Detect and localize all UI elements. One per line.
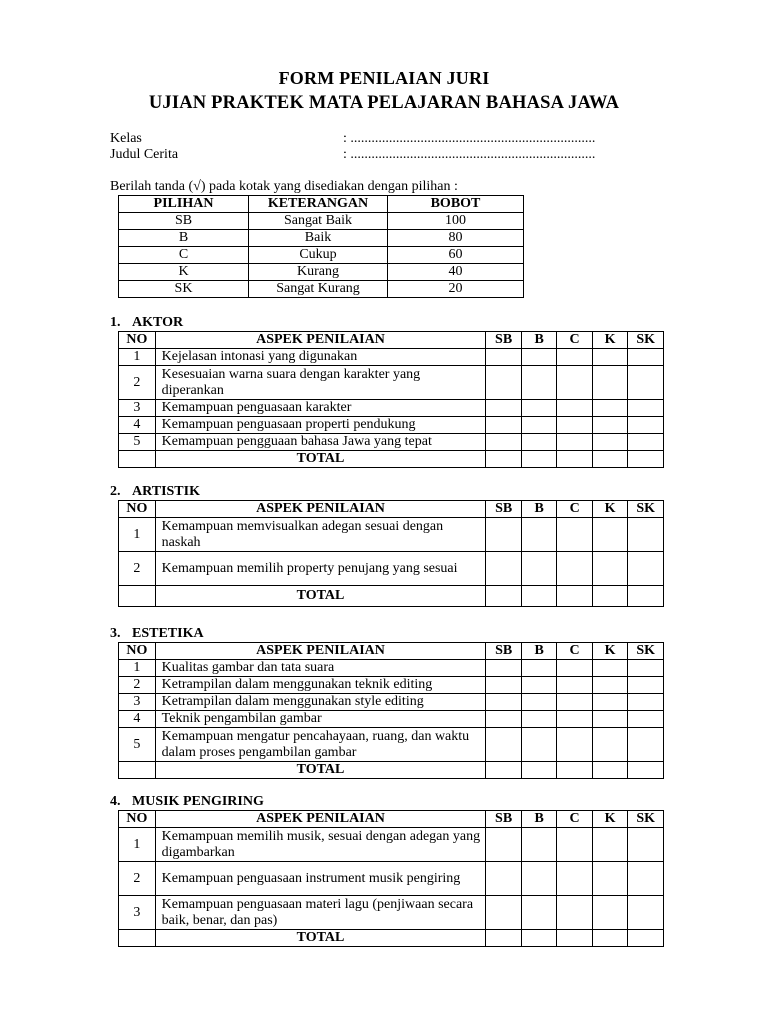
total-label: TOTAL: [155, 762, 486, 779]
score-cell-c[interactable]: [557, 417, 592, 434]
header-c: C: [557, 811, 592, 828]
score-cell-c[interactable]: [557, 434, 592, 451]
score-cell-k[interactable]: [592, 896, 627, 930]
aspect-text: Kemampuan penguasaan instrument musik pengiring: [155, 862, 486, 896]
score-cell-k[interactable]: [592, 828, 627, 862]
aspect-text: Kemampuan memilih musik, sesuai dengan adegan yang digambarkan: [155, 828, 486, 862]
table-row: [119, 400, 664, 417]
legend-row: [119, 281, 524, 298]
total-row: [119, 930, 664, 947]
total-label: TOTAL: [155, 451, 486, 468]
legend-description: Baik: [249, 230, 388, 247]
header-k: K: [592, 811, 627, 828]
total-cell-sb[interactable]: [486, 930, 522, 947]
table-row: [119, 417, 664, 434]
row-number: 2: [119, 552, 156, 586]
table-header-row: [119, 811, 664, 828]
legend-row: [119, 264, 524, 281]
total-cell-c[interactable]: [557, 451, 592, 468]
score-cell-b[interactable]: [521, 677, 556, 694]
table-row: [119, 552, 664, 586]
score-cell-b[interactable]: [521, 728, 556, 762]
score-cell-k[interactable]: [592, 711, 627, 728]
assessment-table-artistik: [118, 500, 664, 607]
total-row: [119, 762, 664, 779]
total-cell-k[interactable]: [592, 930, 627, 947]
assessment-table-estetika: [118, 642, 664, 779]
legend-weight: 40: [388, 264, 524, 281]
score-cell-b[interactable]: [521, 518, 556, 552]
class-field[interactable]: [110, 131, 595, 147]
score-cell-k[interactable]: [592, 349, 627, 366]
section-number: 2.: [110, 484, 121, 499]
legend-description: Kurang: [249, 264, 388, 281]
header-aspect: ASPEK PENILAIAN: [155, 332, 486, 349]
total-cell-sk[interactable]: [628, 586, 664, 607]
total-cell-k[interactable]: [592, 586, 627, 607]
legend-row: [119, 213, 524, 230]
table-row: [119, 896, 664, 930]
score-cell-sk[interactable]: [628, 349, 664, 366]
table-row: [119, 366, 664, 400]
score-cell-c[interactable]: [557, 518, 592, 552]
row-number: 3: [119, 694, 156, 711]
header-k: K: [592, 643, 627, 660]
section-name: AKTOR: [132, 315, 184, 330]
header-b: B: [521, 501, 556, 518]
score-cell-c[interactable]: [557, 896, 592, 930]
total-cell-sk[interactable]: [628, 930, 664, 947]
total-cell-b[interactable]: [521, 586, 556, 607]
table-row: [119, 677, 664, 694]
table-row: [119, 660, 664, 677]
header-c: C: [557, 643, 592, 660]
score-cell-sk[interactable]: [628, 896, 664, 930]
score-cell-sb[interactable]: [486, 349, 522, 366]
header-sk: SK: [628, 643, 664, 660]
table-header-row: [119, 501, 664, 518]
section-name: ESTETIKA: [132, 626, 204, 641]
legend-header-description: KETERANGAN: [249, 196, 388, 213]
aspect-text: Kemampuan penguasaan karakter: [155, 400, 486, 417]
total-cell-k[interactable]: [592, 451, 627, 468]
header-no: NO: [119, 501, 156, 518]
legend-weight: 20: [388, 281, 524, 298]
score-cell-sk[interactable]: [628, 728, 664, 762]
header-aspect: ASPEK PENILAIAN: [155, 643, 486, 660]
score-cell-sb[interactable]: [486, 434, 522, 451]
score-cell-sk[interactable]: [628, 660, 664, 677]
legend-choice: SK: [119, 281, 249, 298]
aspect-text: Kemampuan memilih property penujang yang sesuai: [155, 552, 486, 586]
section-number: 3.: [110, 626, 121, 641]
score-cell-k[interactable]: [592, 400, 627, 417]
total-blank: [119, 586, 156, 607]
header-sb: SB: [486, 811, 522, 828]
legend-row: [119, 247, 524, 264]
score-cell-sb[interactable]: [486, 711, 522, 728]
legend-header-choice: PILIHAN: [119, 196, 249, 213]
header-no: NO: [119, 811, 156, 828]
row-number: 3: [119, 896, 156, 930]
assessment-table-aktor: [118, 331, 664, 468]
score-cell-k[interactable]: [592, 417, 627, 434]
section-name: ARTISTIK: [132, 484, 200, 499]
header-b: B: [521, 643, 556, 660]
score-cell-b[interactable]: [521, 711, 556, 728]
legend-header-weight: BOBOT: [388, 196, 524, 213]
score-cell-sb[interactable]: [486, 896, 522, 930]
score-cell-b[interactable]: [521, 400, 556, 417]
legend-header-row: [119, 196, 524, 213]
aspect-text: Kemampuan penguasaan materi lagu (penjiwaan secara baik, benar, dan pas): [155, 896, 486, 930]
header-sk: SK: [628, 332, 664, 349]
aspect-text: Kemampuan pengguaan bahasa Jawa yang tepat: [155, 434, 486, 451]
score-cell-b[interactable]: [521, 694, 556, 711]
score-cell-b[interactable]: [521, 349, 556, 366]
header-sb: SB: [486, 643, 522, 660]
legend-weight: 100: [388, 213, 524, 230]
row-number: 3: [119, 400, 156, 417]
table-row: [119, 694, 664, 711]
score-cell-k[interactable]: [592, 660, 627, 677]
score-cell-c[interactable]: [557, 366, 592, 400]
total-blank: [119, 930, 156, 947]
score-cell-sb[interactable]: [486, 677, 522, 694]
total-label: TOTAL: [155, 586, 486, 607]
score-cell-b[interactable]: [521, 896, 556, 930]
score-cell-c[interactable]: [557, 711, 592, 728]
total-cell-sb[interactable]: [486, 451, 522, 468]
legend-choice: B: [119, 230, 249, 247]
score-cell-k[interactable]: [592, 694, 627, 711]
total-cell-c[interactable]: [557, 762, 592, 779]
total-cell-b[interactable]: [521, 451, 556, 468]
row-number: 5: [119, 728, 156, 762]
total-row: [119, 451, 664, 468]
total-cell-c[interactable]: [557, 930, 592, 947]
form-subtitle: UJIAN PRAKTEK MATA PELAJARAN BAHASA JAWA: [148, 93, 620, 113]
score-cell-sb[interactable]: [486, 518, 522, 552]
score-cell-c[interactable]: [557, 728, 592, 762]
legend-description: Cukup: [249, 247, 388, 264]
aspect-text: Kemampuan penguasaan properti pendukung: [155, 417, 486, 434]
header-sk: SK: [628, 501, 664, 518]
score-cell-sb[interactable]: [486, 728, 522, 762]
row-number: 1: [119, 518, 156, 552]
instruction-text: Berilah tanda (√) pada kotak yang disediakan dengan pilihan :: [110, 179, 458, 194]
score-cell-sk[interactable]: [628, 518, 664, 552]
score-cell-c[interactable]: [557, 694, 592, 711]
score-cell-k[interactable]: [592, 677, 627, 694]
score-cell-c[interactable]: [557, 349, 592, 366]
table-row: [119, 728, 664, 762]
header-sk: SK: [628, 811, 664, 828]
score-cell-sb[interactable]: [486, 552, 522, 586]
header-no: NO: [119, 332, 156, 349]
score-cell-sk[interactable]: [628, 862, 664, 896]
header-sb: SB: [486, 501, 522, 518]
aspect-text: Kemampuan mengatur pencahayaan, ruang, dan waktu dalam proses pengambilan gambar: [155, 728, 486, 762]
score-cell-c[interactable]: [557, 862, 592, 896]
score-cell-b[interactable]: [521, 660, 556, 677]
total-cell-k[interactable]: [592, 762, 627, 779]
form-title: FORM PENILAIAN JURI: [278, 68, 490, 88]
score-cell-c[interactable]: [557, 400, 592, 417]
section-number: 1.: [110, 315, 121, 330]
score-cell-k[interactable]: [592, 552, 627, 586]
legend-choice: K: [119, 264, 249, 281]
legend-row: [119, 230, 524, 247]
score-cell-b[interactable]: [521, 552, 556, 586]
aspect-text: Ketrampilan dalam menggunakan teknik editing: [155, 677, 486, 694]
aspect-text: Kejelasan intonasi yang digunakan: [155, 349, 486, 366]
total-label: TOTAL: [155, 930, 486, 947]
total-cell-sb[interactable]: [486, 586, 522, 607]
score-cell-c[interactable]: [557, 677, 592, 694]
total-blank: [119, 451, 156, 468]
table-row: [119, 711, 664, 728]
score-cell-sb[interactable]: [486, 660, 522, 677]
header-c: C: [557, 332, 592, 349]
score-cell-sk[interactable]: [628, 677, 664, 694]
section-name: MUSIK PENGIRING: [132, 794, 264, 809]
total-cell-b[interactable]: [521, 930, 556, 947]
aspect-text: Teknik pengambilan gambar: [155, 711, 486, 728]
score-cell-b[interactable]: [521, 828, 556, 862]
table-row: [119, 862, 664, 896]
header-aspect: ASPEK PENILAIAN: [155, 501, 486, 518]
score-cell-sb[interactable]: [486, 417, 522, 434]
score-cell-c[interactable]: [557, 828, 592, 862]
table-header-row: [119, 643, 664, 660]
header-aspect: ASPEK PENILAIAN: [155, 811, 486, 828]
story-title-value[interactable]: : ......................................................................: [343, 147, 596, 162]
score-cell-b[interactable]: [521, 434, 556, 451]
legend-choice: SB: [119, 213, 249, 230]
total-blank: [119, 762, 156, 779]
header-b: B: [521, 332, 556, 349]
score-cell-k[interactable]: [592, 862, 627, 896]
score-cell-k[interactable]: [592, 728, 627, 762]
score-cell-b[interactable]: [521, 862, 556, 896]
assessment-table-musik-pengiring: [118, 810, 664, 947]
score-cell-k[interactable]: [592, 366, 627, 400]
score-cell-sk[interactable]: [628, 400, 664, 417]
score-cell-sk[interactable]: [628, 366, 664, 400]
table-header-row: [119, 332, 664, 349]
row-number: 4: [119, 711, 156, 728]
table-row: [119, 828, 664, 862]
story-title-field[interactable]: [110, 147, 595, 163]
section-title-estetika: [110, 626, 204, 642]
score-cell-sk[interactable]: [628, 828, 664, 862]
score-cell-sk[interactable]: [628, 417, 664, 434]
score-cell-k[interactable]: [592, 434, 627, 451]
score-cell-sk[interactable]: [628, 694, 664, 711]
aspect-text: Ketrampilan dalam menggunakan style editing: [155, 694, 486, 711]
legend-table: [118, 195, 524, 298]
score-cell-sb[interactable]: [486, 828, 522, 862]
row-number: 1: [119, 828, 156, 862]
story-title-label: Judul Cerita: [110, 147, 179, 162]
header-b: B: [521, 811, 556, 828]
aspect-text: Kesesuaian warna suara dengan karakter yang diperankan: [155, 366, 486, 400]
legend-choice: C: [119, 247, 249, 264]
header-no: NO: [119, 643, 156, 660]
aspect-text: Kualitas gambar dan tata suara: [155, 660, 486, 677]
legend-weight: 60: [388, 247, 524, 264]
section-number: 4.: [110, 794, 121, 809]
row-number: 1: [119, 349, 156, 366]
header-sb: SB: [486, 332, 522, 349]
table-row: [119, 434, 664, 451]
row-number: 1: [119, 660, 156, 677]
header-c: C: [557, 501, 592, 518]
section-title-aktor: [110, 315, 183, 331]
legend-description: Sangat Kurang: [249, 281, 388, 298]
header-k: K: [592, 501, 627, 518]
class-value[interactable]: : ......................................................................: [343, 131, 596, 146]
row-number: 4: [119, 417, 156, 434]
total-cell-sb[interactable]: [486, 762, 522, 779]
score-cell-k[interactable]: [592, 518, 627, 552]
class-label: Kelas: [110, 131, 142, 146]
score-cell-b[interactable]: [521, 366, 556, 400]
row-number: 2: [119, 366, 156, 400]
table-row: [119, 349, 664, 366]
row-number: 2: [119, 862, 156, 896]
legend-weight: 80: [388, 230, 524, 247]
legend-description: Sangat Baik: [249, 213, 388, 230]
score-cell-sb[interactable]: [486, 400, 522, 417]
score-cell-sk[interactable]: [628, 552, 664, 586]
total-cell-c[interactable]: [557, 586, 592, 607]
score-cell-c[interactable]: [557, 552, 592, 586]
row-number: 2: [119, 677, 156, 694]
row-number: 5: [119, 434, 156, 451]
total-cell-sk[interactable]: [628, 762, 664, 779]
score-cell-sk[interactable]: [628, 434, 664, 451]
score-cell-sk[interactable]: [628, 711, 664, 728]
total-cell-sk[interactable]: [628, 451, 664, 468]
total-cell-b[interactable]: [521, 762, 556, 779]
score-cell-sb[interactable]: [486, 366, 522, 400]
score-cell-sb[interactable]: [486, 862, 522, 896]
score-cell-sb[interactable]: [486, 694, 522, 711]
section-title-artistik: [110, 484, 200, 500]
table-row: [119, 518, 664, 552]
section-title-musik-pengiring: [110, 794, 264, 810]
score-cell-c[interactable]: [557, 660, 592, 677]
header-k: K: [592, 332, 627, 349]
total-row: [119, 586, 664, 607]
score-cell-b[interactable]: [521, 417, 556, 434]
aspect-text: Kemampuan memvisualkan adegan sesuai dengan naskah: [155, 518, 486, 552]
